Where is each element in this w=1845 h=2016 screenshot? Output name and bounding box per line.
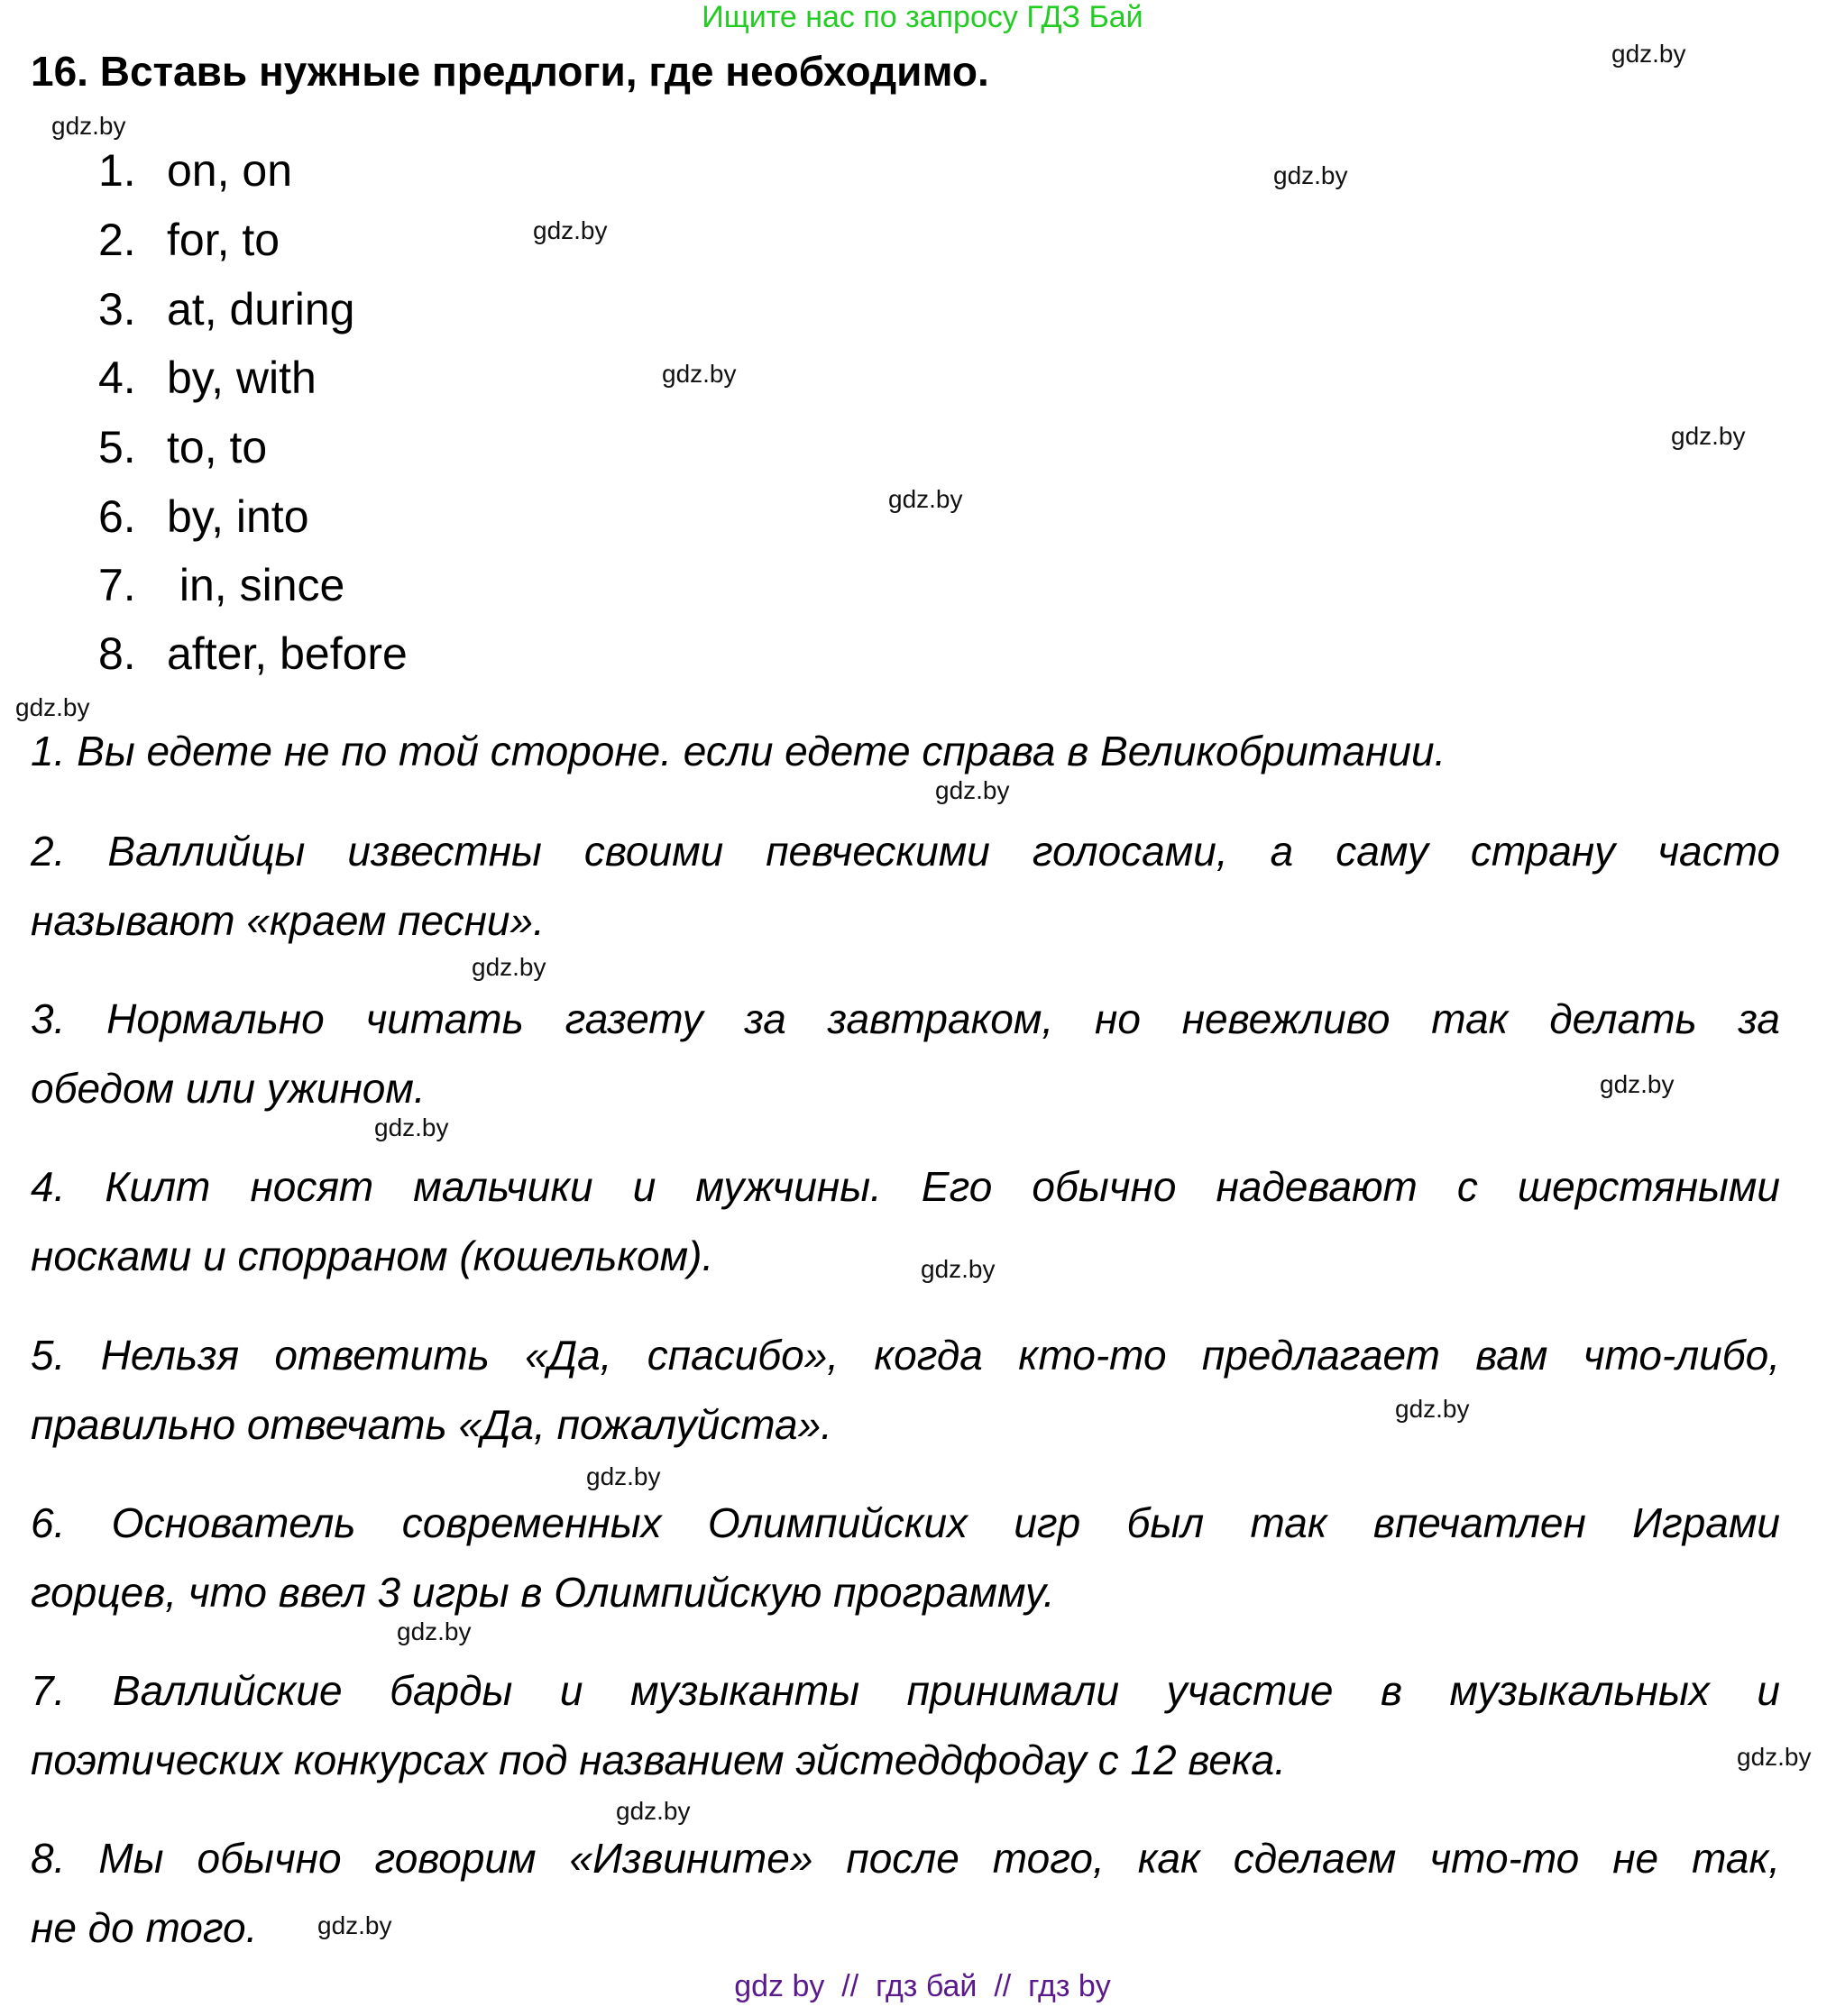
translation-line: обедом или ужином. bbox=[31, 1065, 426, 1112]
answer-text: by, with bbox=[167, 353, 317, 403]
answer-number: 2. bbox=[98, 215, 136, 265]
watermark: gdz.by bbox=[374, 1113, 449, 1141]
footer-links: gdz by // гдз бай // гдз by bbox=[734, 1969, 1111, 2003]
translation-line: 3. Нормально читать газету за завтраком, но невежливо так делать за bbox=[31, 995, 1780, 1042]
translation-line: 2. Валлийцы известны своими певческими голосами, а саму страну часто bbox=[31, 828, 1780, 875]
translation-line: 7. Валлийские барды и музыканты принимали участие в музыкальных и bbox=[31, 1667, 1780, 1714]
translation-line: 5. Нельзя ответить «Да, спасибо», когда кто-то предлагает вам что-либо, bbox=[31, 1332, 1780, 1379]
answer-text: at, during bbox=[167, 284, 355, 334]
translation-line: называют «краем песни». bbox=[31, 897, 545, 944]
watermark: gdz.by bbox=[51, 112, 126, 140]
answer-number: 4. bbox=[98, 353, 136, 403]
answer-number: 1. bbox=[98, 145, 136, 196]
watermark: gdz.by bbox=[397, 1617, 472, 1645]
watermark: gdz.by bbox=[317, 1911, 392, 1939]
watermark: gdz.by bbox=[921, 1255, 996, 1283]
watermark: gdz.by bbox=[586, 1462, 661, 1490]
watermark: gdz.by bbox=[1273, 161, 1348, 189]
watermark: gdz.by bbox=[935, 776, 1010, 804]
translation-line: горцев, что ввел 3 игры в Олимпийскую программу. bbox=[31, 1569, 1055, 1616]
answer-number: 8. bbox=[98, 628, 136, 679]
translation-line: поэтических конкурсах под названием эйстеддфодау с 12 века. bbox=[31, 1737, 1286, 1783]
answer-text: in, since bbox=[167, 560, 345, 610]
watermark: gdz.by bbox=[1600, 1070, 1675, 1098]
answer-number: 3. bbox=[98, 284, 136, 334]
translation-line: не до того. bbox=[31, 1904, 258, 1951]
watermark: gdz.by bbox=[1611, 40, 1686, 68]
answer-text: by, into bbox=[167, 491, 309, 542]
answer-text: for, to bbox=[167, 215, 280, 265]
watermark: gdz.by bbox=[662, 360, 737, 388]
watermark: gdz.by bbox=[15, 693, 90, 721]
watermark: gdz.by bbox=[616, 1797, 691, 1825]
exercise-title: 16. Вставь нужные предлоги, где необходимо. bbox=[31, 48, 989, 95]
watermark: gdz.by bbox=[1737, 1743, 1812, 1771]
answer-number: 6. bbox=[98, 491, 136, 542]
answer-number: 7. bbox=[98, 560, 136, 610]
translation-line: 8. Мы обычно говорим «Извините» после того, как сделаем что-то не так, bbox=[31, 1835, 1780, 1882]
search-banner: Ищите нас по запросу ГДЗ Бай bbox=[702, 0, 1143, 34]
translation-line: 6. Основатель современных Олимпийских игр был так впечатлен Играми bbox=[31, 1499, 1780, 1546]
watermark: gdz.by bbox=[1671, 422, 1746, 450]
answer-text: after, before bbox=[167, 628, 408, 679]
answer-text: on, on bbox=[167, 145, 293, 196]
answer-number: 5. bbox=[98, 422, 136, 472]
watermark: gdz.by bbox=[1395, 1395, 1470, 1423]
translation-line: носками и спорраном (кошельком). bbox=[31, 1233, 714, 1279]
answer-text: to, to bbox=[167, 422, 268, 472]
translation-line: 1. Вы едете не по той стороне. если едете справа в Великобритании. bbox=[31, 728, 1446, 774]
watermark: gdz.by bbox=[533, 216, 608, 244]
watermark: gdz.by bbox=[888, 485, 963, 513]
translation-line: 4. Килт носят мальчики и мужчины. Его обычно надевают с шерстяными bbox=[31, 1163, 1780, 1210]
watermark: gdz.by bbox=[472, 953, 546, 981]
translation-line: правильно отвечать «Да, пожалуйста». bbox=[31, 1401, 832, 1448]
